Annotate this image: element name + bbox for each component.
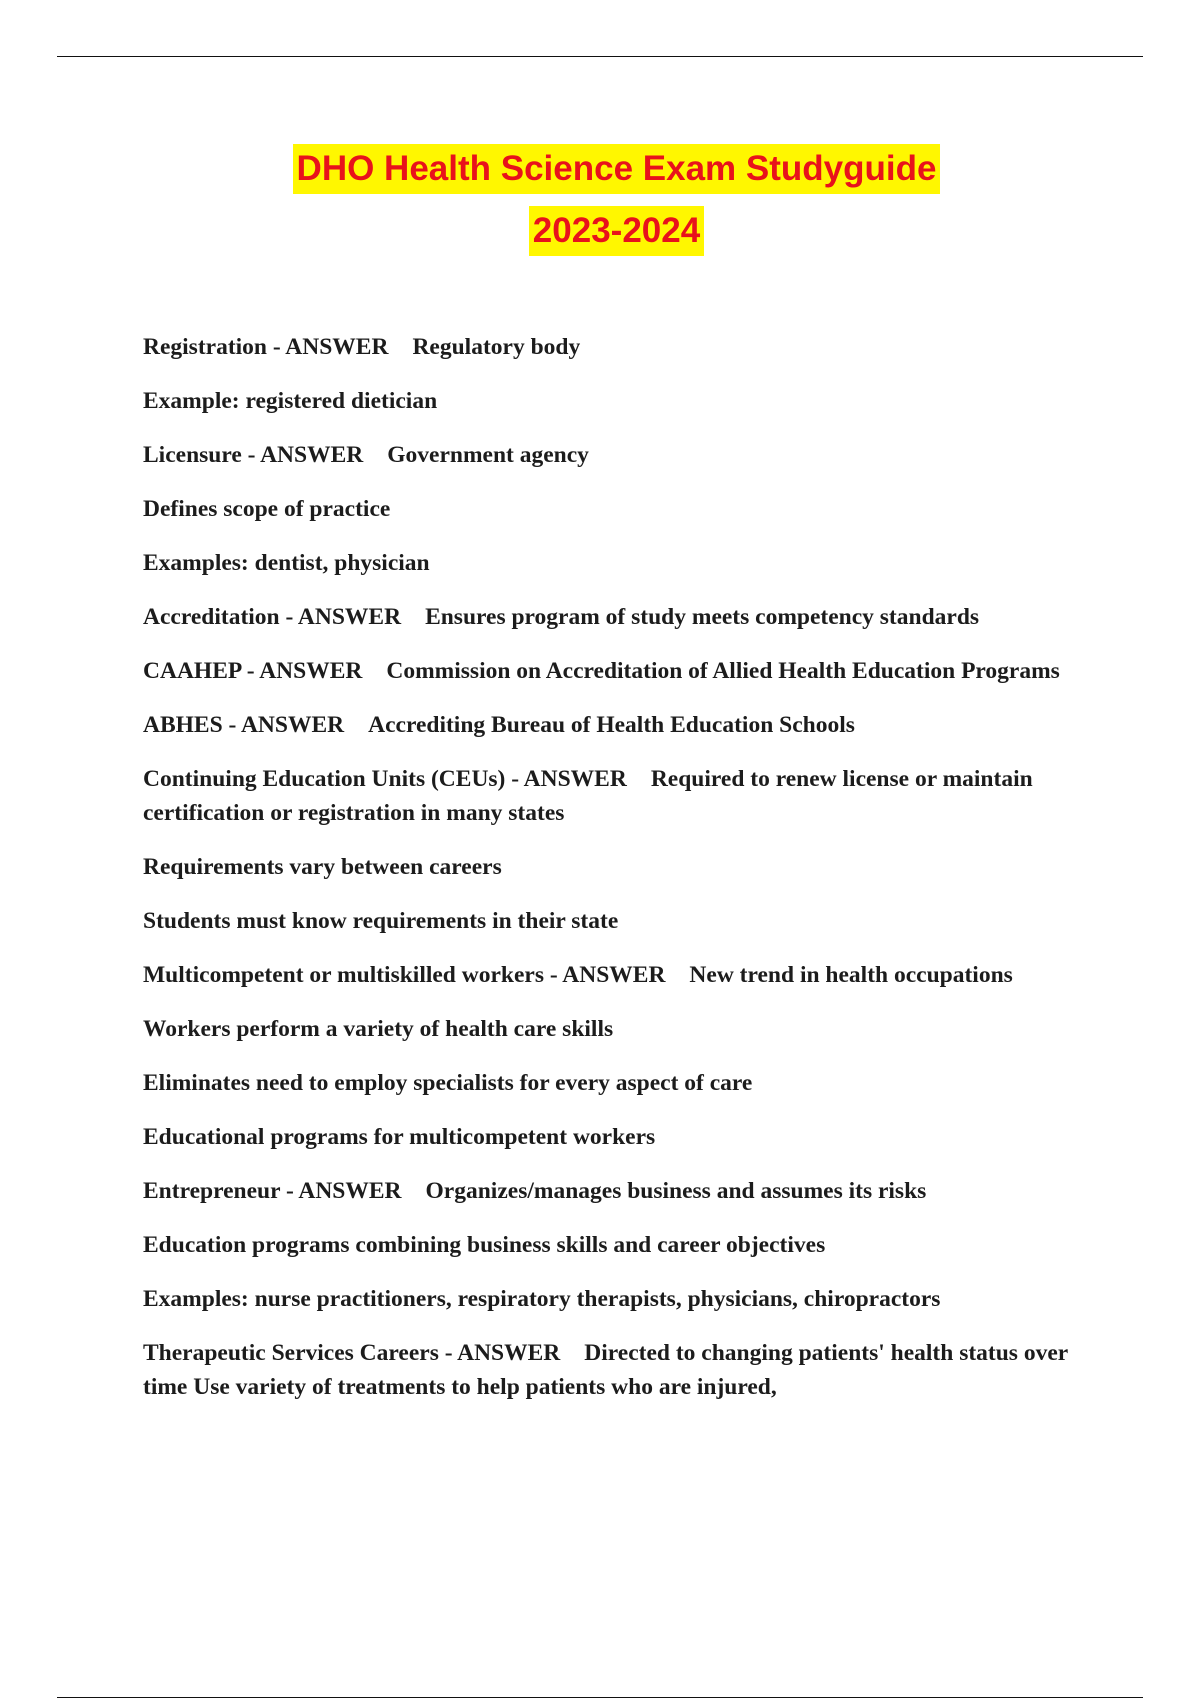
study-entry xyxy=(143,708,1093,742)
entry-definition: Workers perform a variety of health care skills xyxy=(143,1016,614,1042)
study-entry xyxy=(143,1066,1093,1100)
study-entry xyxy=(143,850,1093,884)
entry-definition: Examples: dentist, physician xyxy=(143,550,430,576)
study-entry xyxy=(143,438,1093,472)
study-entry xyxy=(143,1120,1093,1154)
study-entry xyxy=(143,1282,1093,1316)
study-entry xyxy=(143,330,1093,364)
entry-definition: Students must know requirements in their state xyxy=(143,908,619,934)
study-entry xyxy=(143,762,1093,830)
entry-definition: Education programs combining business skills and career objectives xyxy=(143,1232,826,1258)
entry-definition: Organizes/manages business and assumes its risks xyxy=(425,1178,927,1204)
entry-definition: Ensures program of study meets competency standards xyxy=(425,604,980,630)
bottom-rule xyxy=(57,1697,1143,1698)
study-guide-body xyxy=(143,330,1093,1424)
entry-definition: Directed to changing patients' health status over time Use variety of treatments to help patients who are injured, xyxy=(143,1340,1068,1400)
study-entry xyxy=(143,384,1093,418)
entry-definition: Regulatory body xyxy=(412,334,581,360)
study-entry xyxy=(143,1336,1093,1404)
entry-definition: Educational programs for multicompetent workers xyxy=(143,1124,656,1150)
study-entry xyxy=(143,546,1093,580)
entry-term: Licensure - ANSWER xyxy=(143,442,364,468)
entry-definition: Required to renew license or maintain certification or registration in many states xyxy=(143,766,1033,826)
entry-term: Therapeutic Services Careers - ANSWER xyxy=(143,1340,561,1366)
entry-definition: Requirements vary between careers xyxy=(143,854,502,880)
study-entry xyxy=(143,654,1093,688)
study-entry xyxy=(143,1174,1093,1208)
entry-term: Entrepreneur - ANSWER xyxy=(143,1178,402,1204)
study-entry xyxy=(143,600,1093,634)
entry-definition: Commission on Accreditation of Allied Health Education Programs xyxy=(386,658,1060,684)
entry-term: Multicompetent or multiskilled workers - ANSWER xyxy=(143,962,666,988)
study-entry xyxy=(143,904,1093,938)
study-entry xyxy=(143,492,1093,526)
document-title xyxy=(0,140,1200,264)
study-entry xyxy=(143,1228,1093,1262)
title-line-2: 2023-2024 xyxy=(529,206,704,256)
study-entry xyxy=(143,958,1093,992)
entry-term: Registration - ANSWER xyxy=(143,334,389,360)
title-line-1: DHO Health Science Exam Studyguide xyxy=(293,144,941,194)
top-rule xyxy=(57,56,1143,57)
entry-definition: Examples: nurse practitioners, respiratory therapists, physicians, chiropractors xyxy=(143,1286,941,1312)
study-entry xyxy=(143,1012,1093,1046)
entry-term: Accreditation - ANSWER xyxy=(143,604,402,630)
entry-term: CAAHEP - ANSWER xyxy=(143,658,363,684)
entry-definition: Accrediting Bureau of Health Education Schools xyxy=(368,712,855,738)
entry-definition: Defines scope of practice xyxy=(143,496,391,522)
entry-term: ABHES - ANSWER xyxy=(143,712,345,738)
entry-definition: Government agency xyxy=(387,442,589,468)
entry-definition: Eliminates need to employ specialists for every aspect of care xyxy=(143,1070,753,1096)
entry-definition: Example: registered dietician xyxy=(143,388,438,414)
entry-term: Continuing Education Units (CEUs) - ANSWER xyxy=(143,766,627,792)
entry-definition: New trend in health occupations xyxy=(689,962,1013,988)
